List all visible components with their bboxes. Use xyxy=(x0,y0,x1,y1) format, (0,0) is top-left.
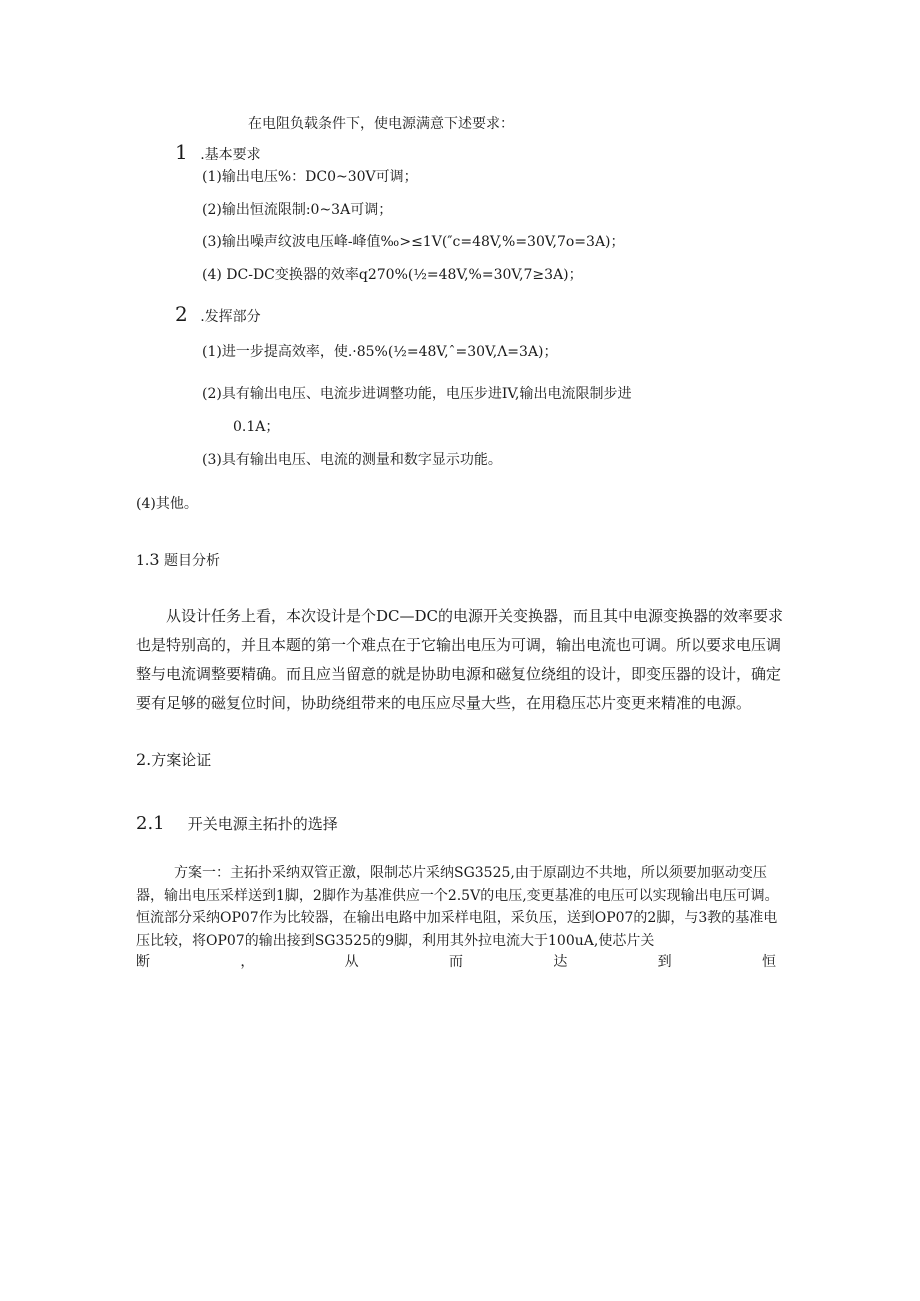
extra-part-number: 2 xyxy=(175,302,188,326)
extra-part-title: .发挥部分 xyxy=(200,309,261,325)
other-item: (4)其他。 xyxy=(136,496,198,512)
justified-char: 达 xyxy=(553,954,568,970)
basic-item-4: (4) DC-DC变换器的效率q270%(½=48V,%=30V,7≥3A)； xyxy=(202,267,583,283)
basic-item-2: (2)输出恒流限制:0~3A可调； xyxy=(202,202,393,218)
section-2-number: 2. xyxy=(136,750,152,769)
extra-item-1: (1)进一步提高效率，使.·85%(½=48V,ˆ=30V,Λ=3A)； xyxy=(202,344,558,360)
justified-char: ， xyxy=(240,954,255,970)
section-2-heading xyxy=(136,750,211,770)
justified-char: 而 xyxy=(448,954,463,970)
section-2-1-heading xyxy=(136,814,338,834)
section-1-3-title: 题目分析 xyxy=(164,553,220,569)
basic-requirements-heading xyxy=(175,142,261,165)
section-1-3-number-prefix: 1. xyxy=(136,553,150,569)
basic-requirements-number: 1 xyxy=(175,140,188,164)
section-1-3-heading xyxy=(136,550,220,571)
analysis-paragraph: 从设计任务上看，本次设计是个DC—DC的电源开关变换器，而且其中电源变换器的效率要求也是特别高的，并且本题的第一个难点在于它输出电压为可调，输出电流也可调。所以要求电压调整与电流调整要精确。而且应当留意的就是协助电源和磁复位绕组的设计，即变压器的设计，确定要有足够的磁复位时间，协助绕组带来的电压应尽量大些，在用稳压芯片变更来精准的电源。 xyxy=(136,607,784,712)
extra-item-2-continued: 0.1A； xyxy=(233,419,280,435)
justified-char: 到 xyxy=(657,954,672,970)
basic-item-3: (3)输出噪声纹波电压峰-峰值‰>≤1V(″c=48V,%=30V,7o=3A)； xyxy=(202,234,625,250)
basic-requirements-title: .基本要求 xyxy=(200,147,261,163)
section-2-1-title: 开关电源主拓扑的选择 xyxy=(187,815,338,833)
intro-line: 在电阻负载条件下，使电源满意下述要求： xyxy=(248,116,514,132)
extra-item-3: (3)具有输出电压、电流的测量和数字显示功能。 xyxy=(202,452,502,468)
justified-char: 断 xyxy=(136,954,150,970)
plan-1-paragraph: 方案一：主拓扑采纳双管正激，限制芯片采纳SG3525,由于原副边不共地，所以须要加驱动变压器，输出电压采样送到1脚，2脚作为基准供应一个2.5V的电压,变更基准的电压可以实现输出电压可调。恒流部分采纳OP07作为比较器，在输出电路中加采样电阻，采负压，送到OP07的2脚，与3教的基准电压比较，将OP07的输出接到SG3525的9脚，利用其外拉电流大于100uA,使芯片关 xyxy=(136,865,779,949)
section-2-1-number: 2.1 xyxy=(136,813,165,834)
justified-char: 从 xyxy=(344,954,359,970)
extra-item-2: (2)具有输出电压、电流步进调整功能，电压步进IV,输出电流限制步进 xyxy=(202,386,632,402)
section-1-3-number: 3 xyxy=(149,550,160,569)
basic-item-1: (1)输出电压%：DC0~30V可调； xyxy=(202,169,418,185)
extra-part-heading xyxy=(175,304,261,327)
section-2-title: 方案论证 xyxy=(151,751,212,769)
justified-char: 恒 xyxy=(761,954,776,970)
plan-1-justified-last-line xyxy=(136,952,776,972)
